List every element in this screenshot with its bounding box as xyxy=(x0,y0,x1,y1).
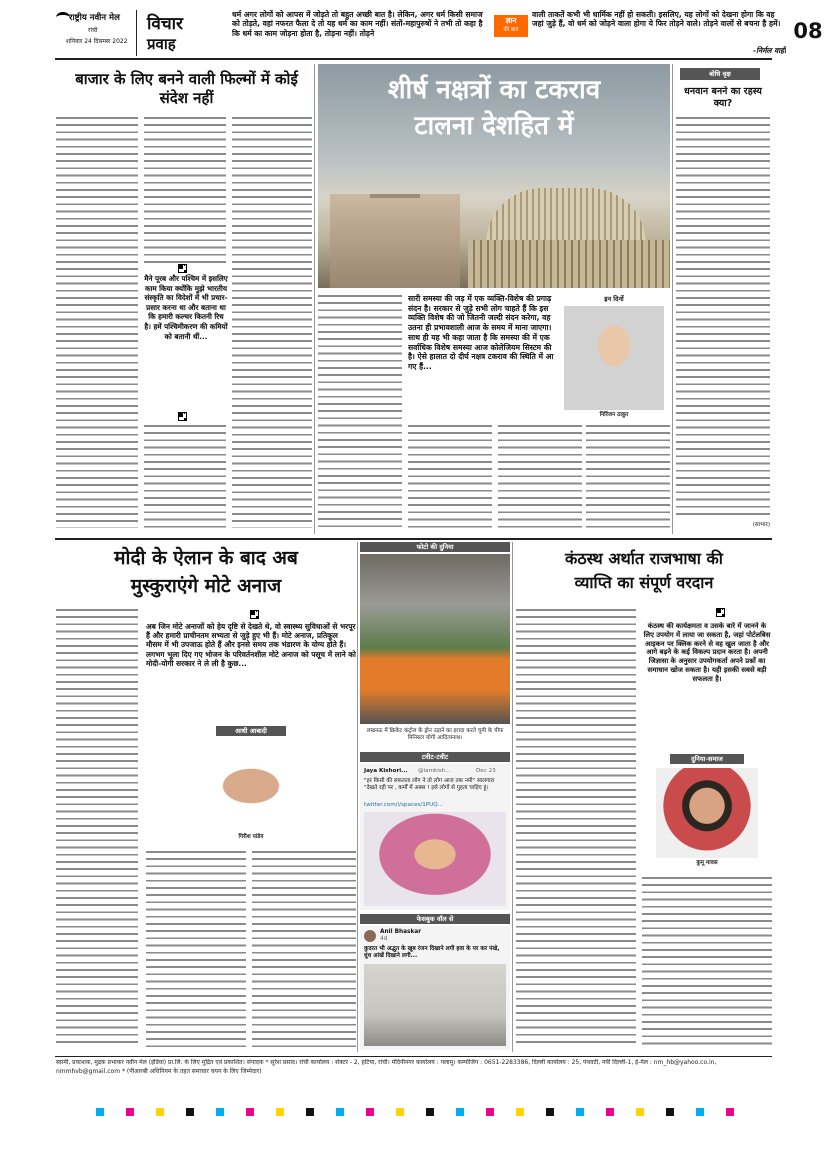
article-4-author-box xyxy=(642,754,772,870)
parliament-dome xyxy=(486,188,646,244)
article-3 xyxy=(56,542,356,1052)
article-3-headline-line1: मोदी के ऐलान के बाद अब xyxy=(114,547,298,569)
sidebar-byline: (साभार) xyxy=(752,522,770,528)
footer-rule xyxy=(55,1056,772,1057)
article-3-author-box xyxy=(146,726,356,844)
article-3-author-name: गिरीश पांडेय xyxy=(238,834,264,840)
article-4-author-tag: दुनिया-समाज xyxy=(670,754,744,764)
fb-time: 4d xyxy=(380,936,388,942)
article-4-text-col1 xyxy=(516,608,636,1048)
sidebar-bodhi xyxy=(676,64,772,534)
article-2-banner xyxy=(318,64,670,288)
imprint: स्वामी, प्रकाशक, मुद्रक प्रभाकर नवीन मेल (इंडिया) प्रा.लि. के लिए मुद्रित एवं प्रकाशित। संपादक * सुरेश प्रसाद। रांची कार्यालय : सेक्टर - 2, हटिया, रांची। मेदिनीनगर कार्यालय : पलामू। कम्पोजिंग : 0651-2283386, दिल्ली कार्यालय : 25, पंचवटी, नयी दिल्ली-1, ई-मेल : nm_hb@yahoo.co.in, nmmhvb@gmail.com * (पीआरबी अधिनियम के तहत समाचार चयन के लिए जिम्मेदार) xyxy=(56,1059,717,1075)
gyan-badge xyxy=(494,15,528,37)
article-4-text-col2 xyxy=(642,876,772,1048)
fb-text: कुदरत भी अद्भुत के खूब रंजन दिखाने लगी हवा के पर कर पंखे, धुंध आंखें दिखाने लगी... xyxy=(364,946,500,959)
article-2-author-name: निरिंजन ठाकुर xyxy=(599,412,629,418)
photo-header: फोटो की दुनिया xyxy=(360,542,510,552)
gyan-badge-title: ज्ञान xyxy=(505,16,517,25)
article-4-headline-line2: व्याप्ति का संपूर्ण वरदान xyxy=(574,573,714,592)
photo-caption: लखनऊ में क्रिकेट कंट्रोल के ड्रोन उड़ाने का इरादा करते चूमी के चीफ मिनिस्टर योगी आदित्यनाथ। xyxy=(366,728,504,741)
masthead-quote-left: धर्म अगर लोगों को आपस में जोड़ते तो बहुत अच्छी बात है। लेकिन, अगर धर्म किसी समाज को तोड़ते, वहां नफरत फैला दे तो यह धर्म का काम नहीं। संतों-महापुरुषों ने तभी तो कहा है कि धर्म का काम जोड़ना होता है, तोड़ना नहीं। तोड़ने xyxy=(232,10,483,38)
article-1-headline: बाजार के लिए बनने वाली फिल्मों में कोई संदेश नहीं xyxy=(75,70,298,107)
quote-open-icon xyxy=(716,608,725,617)
column-divider xyxy=(314,64,315,534)
article-3-text-col3 xyxy=(252,850,356,1048)
fb-user: Anil Bhaskar xyxy=(380,929,422,935)
bird-icon xyxy=(56,12,70,23)
masthead-rule xyxy=(55,58,772,60)
tweet-card xyxy=(360,764,510,910)
article-3-author-tag: आधी आबादी xyxy=(216,726,286,736)
news-photo xyxy=(360,554,510,724)
sidebar-tag: बोधि वृक्ष xyxy=(680,68,760,80)
column-divider xyxy=(512,542,513,1052)
article-1 xyxy=(56,62,312,532)
social-column xyxy=(360,542,510,1052)
tweet-text: "हर किसी की सफलता लोग ने तो लोग आज तक नमी" सालगारा "देखते रही पर , कर्मों में अक्स ! इसे लोगों से गुहता चाहिए हूं। xyxy=(364,778,495,791)
article-2-text-col4 xyxy=(586,424,670,530)
masthead-quote-right: वाली ताकतें कभी भी धार्मिक नहीं हो सकती। इसलिए, यह लोगों को देखना होगा कि वह जहां जुड़े हैं, वो धर्म को जोड़ने वाला होगा ये फिर तोड़ने वाले। तोड़ने वालों से बचना है हमें। xyxy=(532,10,781,29)
author-photo xyxy=(564,306,664,410)
tweet-date: Dec 23 xyxy=(476,768,496,774)
article-4 xyxy=(516,542,772,1052)
sidebar-title: धनवान बनने का रहस्य क्या? xyxy=(684,86,762,109)
sidebar-text xyxy=(676,116,770,516)
paper-name: राष्ट्रीय नवीन मेल xyxy=(69,13,120,23)
masthead xyxy=(56,10,826,56)
article-1-text-col3 xyxy=(232,116,312,528)
tweet-user: Jaya Kishori... xyxy=(364,768,408,774)
article-2-headline-line1: शीर्ष नक्षत्रों का टकराव xyxy=(387,75,601,105)
paper-logo xyxy=(56,10,134,56)
facebook-card xyxy=(360,926,510,1050)
facebook-header: फेसबुक वॉल से xyxy=(360,914,510,924)
article-4-author-name: कुमू मावस xyxy=(696,860,718,866)
article-2-headline-line2: टालना देशहित में xyxy=(414,111,574,141)
article-2-pullquote: सारी समस्या की जड़ में एक व्यक्ति-विशेष की प्रगाढ़ संदन है। सरकार से जुड़े सभी लोग चाहते हैं कि इस व्यक्ति विशेष की जो जितनी जल्दी संदन करेगा, वह उतना ही प्रभावशाली आज के समय में माना जाएगा। साथ ही यह भी कहा जाता है कि समस्या की में एक सर्वाधिक विशेष समस्या आज कोलेजियम सिस्टम की है। ऐसे हालात दो दीर्घ नक्षत्र टकराव की स्थिति में आ गए हैं... xyxy=(408,294,554,371)
article-3-text-col1 xyxy=(56,608,138,1048)
article-3-pullquote: अब जिन मोटे अनाजों को हेय दृष्टि से देखते थे, वो स्वास्थ्य सुविधाओं से भरपूर हैं और हमारी प्राचीनतम सभ्यता से जुड़े हुए भी हैं। मोटे अनाज, प्रतिकूल मौसम में भी उपजाऊ होते हैं और इनसे समय तक भंडारण के योग्य होते हैं। लगभग भूला दिए गए भोजन के परिवर्तनशील मोटे अनाज को पसूच में लाने को मोदी-योगी सरकार ने ले ली है कुछ... xyxy=(146,622,356,668)
article-1-text-col1 xyxy=(56,116,138,528)
quote-close-icon xyxy=(178,412,187,421)
gyan-badge-subtitle: की बात xyxy=(503,27,519,33)
article-2-text-col3 xyxy=(498,424,582,530)
date-line: शनिवार 24 दिसम्बर 2022 xyxy=(66,38,128,45)
parliament-base xyxy=(468,240,670,288)
author-photo xyxy=(656,768,758,858)
tweet-handle: @iamkish... xyxy=(418,768,451,774)
article-2-author-tag: इन दिनों xyxy=(558,294,670,304)
section-subtitle: प्रवाह xyxy=(147,35,176,53)
article-4-headline-line1: कंठस्थ अर्थात राजभाषा की xyxy=(565,549,723,568)
article-1-pullquote: मैने पूरब और पश्चिम में इसलिए काम किया क्योंकि मुझे भारतीय संस्कृति का विदेशों में भी प्रचार-प्रसार करना था और बताना था कि हमारी कल्चर कितनी रिच है। हमें पश्चिमीकरण की कमियों को बतानी थीं... xyxy=(144,274,228,341)
section-title: विचार xyxy=(147,14,184,34)
column-divider xyxy=(672,64,673,534)
article-3-headline-line2: मुस्कुराएंगे मोटे अनाज xyxy=(130,575,282,597)
tweet-image xyxy=(364,812,506,906)
article-4-pullquote: कंठस्थ की कार्यक्षमता व उसके बारे में जानने के लिए उपयोग में लाया जा सकता है, जहां पोर्टलबिस आइकन पर क्लिक करने से वह खुल जाता है और आगे बढ़ने के कई विकल्प प्रदान करता है। अपनी जिज्ञासा के अनुसार उपयोगकर्ता अपने प्रश्नों का समाधान खोज सकता है। यही इसकी सबसे बड़ी सफलता है। xyxy=(643,622,771,683)
tweet-link[interactable]: twitter.com/i/spaces/1PUQ... xyxy=(364,802,443,808)
article-2-text-col1 xyxy=(318,294,402,530)
article-1-text-col2b xyxy=(144,424,226,528)
masthead-quote-author: -निर्मल वाही xyxy=(753,46,786,55)
article-2-author-box xyxy=(558,294,670,422)
page-number: 08 xyxy=(793,19,823,43)
section-box xyxy=(136,10,222,56)
color-registration-bar xyxy=(96,1108,736,1116)
quote-open-icon xyxy=(178,264,187,273)
court-building xyxy=(330,194,460,288)
article-3-text-col2 xyxy=(146,850,246,1048)
author-photo xyxy=(176,740,326,832)
fb-image xyxy=(364,964,506,1046)
fb-avatar xyxy=(364,930,376,942)
quote-open-icon xyxy=(250,610,259,619)
article-2 xyxy=(318,62,670,534)
article-1-text-col2 xyxy=(144,116,226,266)
section-rule xyxy=(55,538,772,540)
tweet-header: टवीट-टवीट xyxy=(360,752,510,762)
city-name: रांची xyxy=(88,27,98,34)
article-2-text-col2 xyxy=(408,424,492,530)
column-divider xyxy=(357,542,358,1052)
